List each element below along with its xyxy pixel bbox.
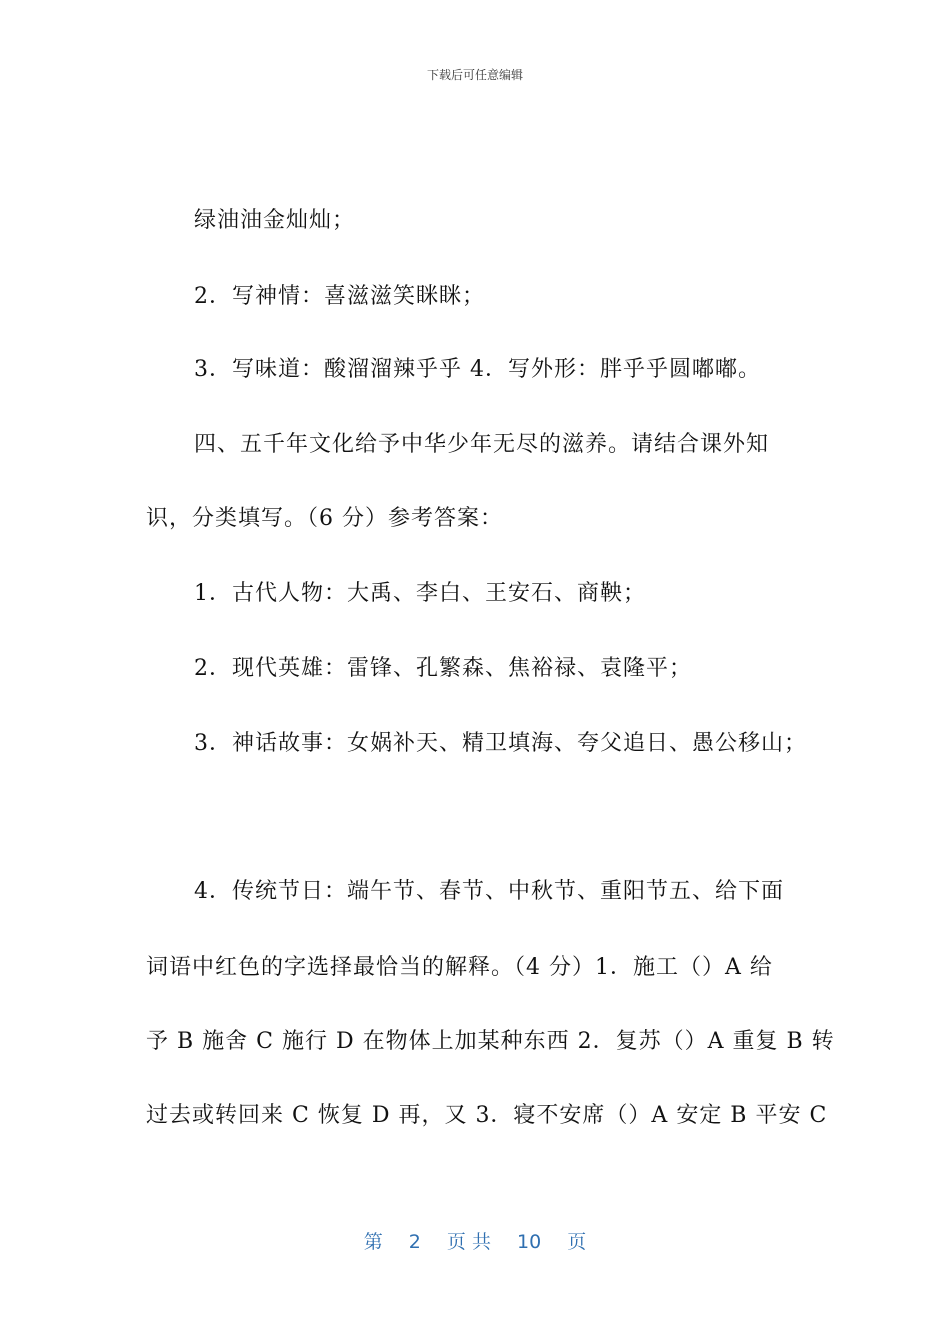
text-line-2: 2．写神情：喜滋滋笑眯眯； <box>194 284 485 309</box>
page-footer <box>0 1227 950 1254</box>
footer-prefix: 第 <box>363 1231 383 1253</box>
text-line-12: 过去或转回来 C 恢复 D 再，又 3．寝不安席（）A 安定 B 平安 C <box>146 1103 828 1128</box>
text-line-8: 3．神话故事：女娲补天、精卫填海、夸父追日、愚公移山； <box>194 731 807 756</box>
text-line-11: 予 B 施舍 C 施行 D 在物体上加某种东西 2．复苏（）A 重复 B 转 <box>146 1029 835 1054</box>
text-line-4: 四、五千年文化给予中华少年无尽的滋养。请结合课外知 <box>194 432 770 457</box>
text-line-6: 1．古代人物：大禹、李白、王安石、商鞅； <box>194 581 646 606</box>
text-line-1: 绿油油金灿灿； <box>194 208 356 233</box>
footer-total-pages: 10 <box>517 1231 542 1253</box>
text-line-5: 识，分类填写。（6 分）参考答案： <box>146 506 503 531</box>
text-line-7: 2．现代英雄：雷锋、孔繁森、焦裕禄、袁隆平； <box>194 656 692 681</box>
footer-current-page: 2 <box>408 1231 421 1253</box>
text-line-10: 词语中红色的字选择最恰当的解释。（4 分）1．施工（）A 给 <box>146 955 773 980</box>
footer-middle: 页 共 <box>446 1231 491 1253</box>
footer-suffix: 页 <box>567 1231 587 1253</box>
text-line-3: 3．写味道：酸溜溜辣乎乎 4．写外形：胖乎乎圆嘟嘟。 <box>194 357 761 382</box>
text-line-9: 4．传统节日：端午节、春节、中秋节、重阳节五、给下面 <box>194 879 784 904</box>
page-header: 下载后可任意编辑 <box>426 68 523 82</box>
